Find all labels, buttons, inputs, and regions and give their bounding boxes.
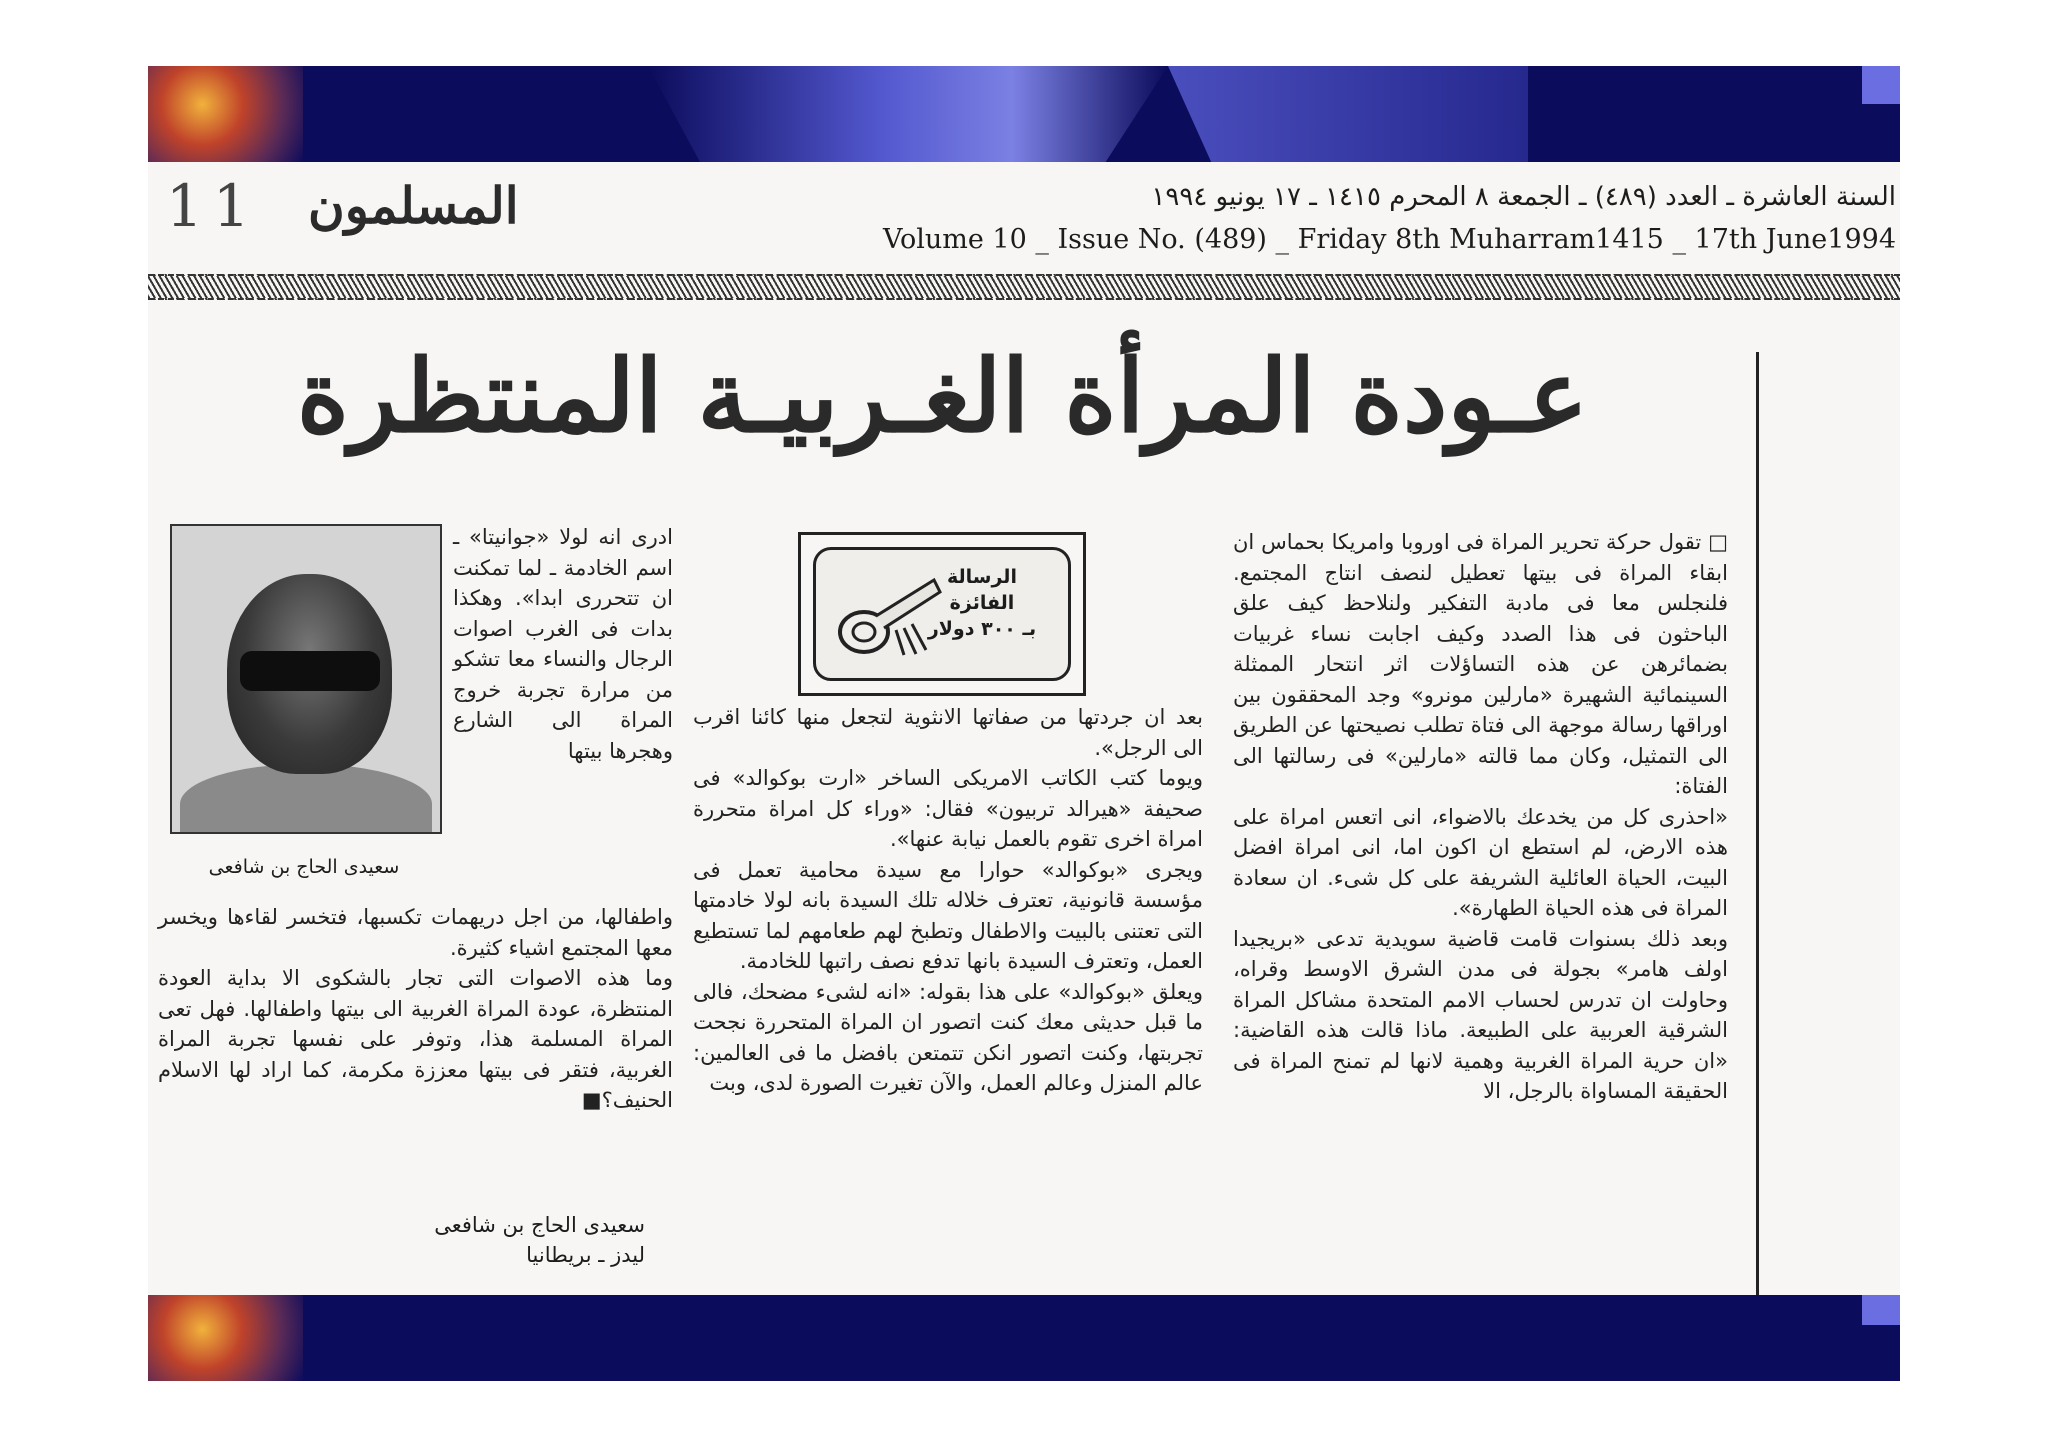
paragraph: وبعد ذلك بسنوات قامت قاضية سويدية تدعى «بريجيدا اولف هامر» بجولة فى مدن الشرق الاوسط وقراه، وحاولت ان تدرس لحساب الامم المتحدة مشاكل المراة الشرقية العربية على الطبيعة. ماذا قالت هذه القاضية: «ان حرية المراة الغربية وهمية لانها لم تمنح المراة فى الحقيقة المساواة بالرجل، الا xyxy=(1233,926,1728,1103)
author-name: سعيدى الحاج بن شافعى xyxy=(434,1213,645,1237)
author-location: ليدز ـ بريطانيا xyxy=(526,1243,645,1267)
article-column-middle xyxy=(693,702,1203,1099)
newspaper-logo: المسلمون xyxy=(308,176,519,235)
page-number: 11 xyxy=(166,172,260,240)
paragraph: ويعلق «بوكوالد» على هذا بقوله: «انه لشىء مضحك، فالى ما قبل حديثى معك كنت اتصور ان المراة المتحررة نجحت تجربتها، وكنت اتصور انكن تتمتعن بافضل ما فى العالمين: عالم المنزل وعالم العمل، والآن تغيرت الصورة لدى، وبت xyxy=(693,979,1203,1095)
paragraph: □ تقول حركة تحرير المراة فى اوروبا وامريكا بحماس ان ابقاء المراة فى بيتها تعطيل لنصف انتاج المجتمع. فلنجلس معا فى مادبة التفكير ولنلاحظ كيف علق الباحثون فى هذا الصدد وكيف اجابت نساء غربيات بضمائرهن عن هذه التساؤلات اثر انتحار الممثلة السينمائية الشهيرة «مارلين مونرو» وجد المحققون بين اوراقها رسالة موجهة الى فتاة تطلب نصيحتها عن الطريق الى التمثيل، وكان مما قالته «مارلين» فى رسالتها الى الفتاة: xyxy=(1233,530,1728,798)
issue-info-english: Volume 10 _ Issue No. (489) _ Friday 8th Muharram1415 _ 17th June1994 xyxy=(882,224,1896,255)
author-signature xyxy=(315,1210,645,1270)
column-rule xyxy=(1756,352,1759,1302)
masthead xyxy=(148,162,1900,297)
decorative-ornament-top xyxy=(148,66,303,162)
paragraph: «احذرى كل من يخدعك بالاضواء، انى اتعس امراة على هذه الارض، لم استطع ان اكون اما، انى امراة افضل البيت، الحياة العائلية الشريفة على كل شىء. ان سعادة المراة فى هذه الحياة الطهارة». xyxy=(1233,804,1728,920)
slide xyxy=(148,66,1900,1381)
paragraph: وما هذه الاصوات التى تجار بالشكوى الا بداية العودة المنتظرة، عودة المراة الغربية الى بيتها واطفالها. فهل تعى المراة المسلمة هذا، وتوفر على نفسها تجربة المراة الغربية، فتقر فى بيتها معززة مكرمة، كما اراد لها الاسلام الحنيف؟■ xyxy=(158,966,673,1112)
paragraph: واطفالها، من اجل دريهمات تكسبها، فتخسر لقاءها ويخسر معها المجتمع اشياء كثيرة. xyxy=(158,905,673,960)
article-headline: عـودة المرأة الغـربيـة المنتظرة xyxy=(296,337,1588,455)
article-column-left-top xyxy=(453,522,673,766)
article-column-right xyxy=(1233,527,1728,1107)
paragraph: ويجرى «بوكوالد» حوارا مع سيدة محامية تعمل فى مؤسسة قانونية، تعترف خلاله تلك السيدة بانه لولا خادمتها التى تعتنى بالبيت والاطفال وتطبخ لهم طعامهم لما تستطيع العمل، وتعترف السيدة بانها تدفع نصف راتبها للخادمة. xyxy=(693,857,1203,973)
slide-top-band xyxy=(148,66,1900,162)
paragraph: ادرى انه لولا «جوانيتا» ـ اسم الخادمة ـ لما تمكنت ان تتحررى ابدا». وهكذا بدات فى الغرب اصوات الرجال والنساء معا تشكو من مرارة تجربة خروج المراة الى الشارع وهجرها بيتها xyxy=(453,525,673,763)
decorative-ornament-bottom xyxy=(148,1295,303,1381)
slide-bottom-band xyxy=(148,1295,1900,1381)
paragraph: ويوما كتب الكاتب الامريكى الساخر «ارت بوكوالد» فى صحيفة «هيرالد تربيون» فقال: «وراء كل امراة متحررة امراة اخرى تقوم بالعمل نيابة عنها». xyxy=(693,766,1203,851)
issue-info-arabic: السنة العاشرة ـ العدد (٤٨٩) ـ الجمعة ٨ المحرم ١٤١٥ ـ ١٧ يونيو ١٩٩٤ xyxy=(1151,182,1896,212)
newspaper-clipping xyxy=(148,162,1900,1295)
prize-amount: بـ ٣٠٠ دولار xyxy=(927,618,1037,640)
prize-title: الرسالة الفائزة xyxy=(947,566,1017,614)
author-photo xyxy=(170,524,442,834)
article-column-left xyxy=(158,902,673,1116)
prize-badge xyxy=(798,532,1086,696)
masthead-divider xyxy=(148,274,1900,300)
photo-caption: سعيدى الحاج بن شافعى xyxy=(208,856,400,878)
paragraph: بعد ان جردتها من صفاتها الانثوية لتجعل منها كائنا اقرب الى الرجل». xyxy=(693,705,1203,760)
